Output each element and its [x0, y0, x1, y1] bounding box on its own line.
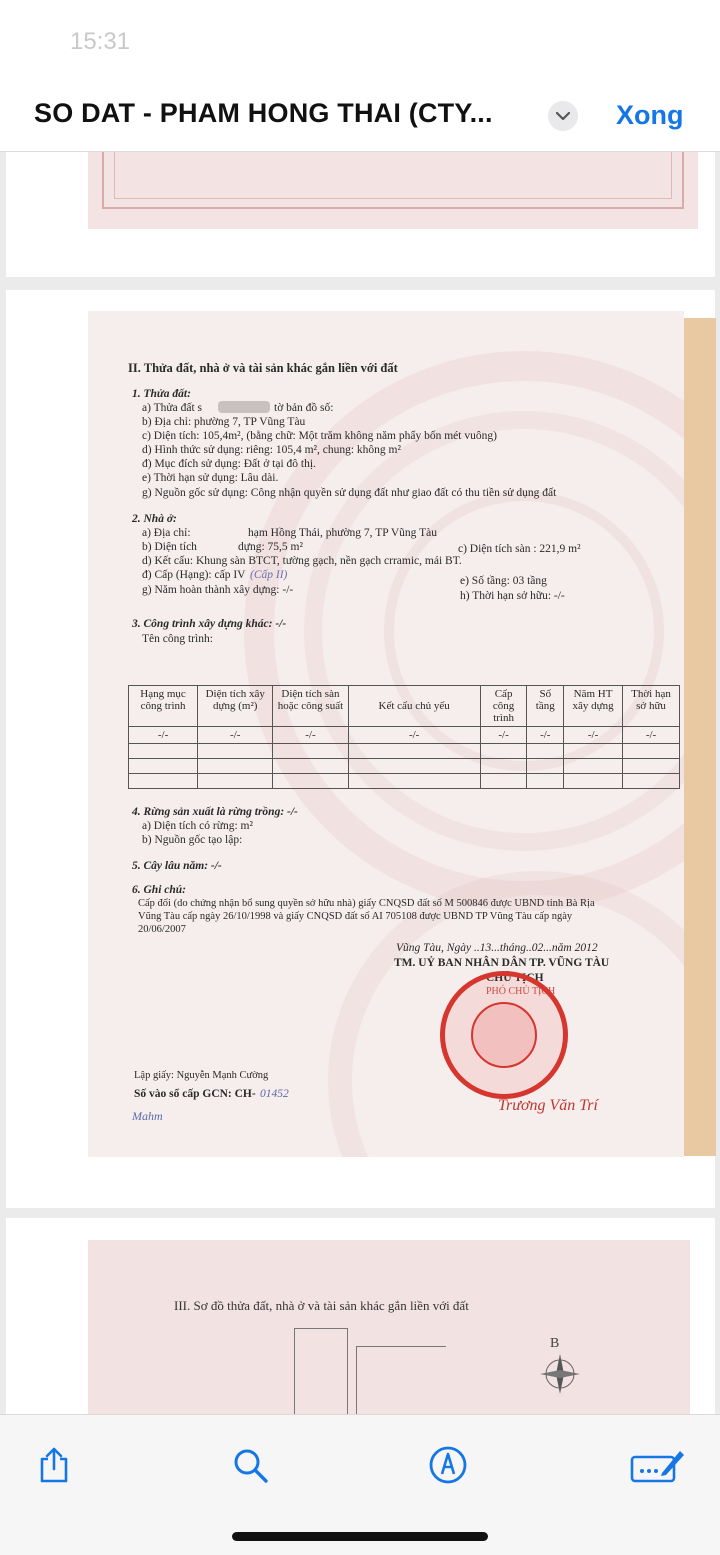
handwritten-note: (Cấp II)	[250, 569, 288, 581]
road-diagram	[356, 1346, 446, 1414]
share-icon	[34, 1445, 74, 1485]
table-cell: -/-	[564, 727, 623, 744]
book-number-label: Số vào sổ cấp GCN: CH-	[134, 1088, 256, 1100]
handwritten-initials: Mahm	[132, 1109, 163, 1123]
title-menu-button[interactable]	[548, 101, 578, 131]
house-e: e) Số tầng: 03 tầng	[460, 575, 547, 587]
page-3-title: III. Sơ đồ thửa đất, nhà ở và tài sản khác gắn liền với đất	[174, 1298, 469, 1313]
signature-role-stamp: PHÓ CHỦ TỊCH	[486, 986, 556, 997]
house-a: a) Địa chỉ:	[142, 527, 191, 539]
col-header: Hạng mục công trình	[129, 686, 198, 727]
search-icon	[230, 1445, 270, 1485]
table-cell: -/-	[273, 727, 348, 744]
page-1	[6, 152, 715, 277]
col-header: Diện tích xây dựng (m²)	[198, 686, 273, 727]
col-header: Cấp công trình	[480, 686, 527, 727]
page-edge	[680, 318, 716, 1156]
book-number: 01452	[260, 1088, 289, 1100]
land-dd: đ) Mục đích sử dụng: Đất ở tại đô thị.	[142, 458, 316, 470]
official-seal	[440, 971, 568, 1099]
page-3	[6, 1218, 715, 1414]
house-h: h) Thời hạn sở hữu: -/-	[460, 590, 565, 602]
house-c: c) Diện tích sàn : 221,9 m²	[458, 543, 581, 555]
markup-button[interactable]	[426, 1443, 470, 1487]
notes-heading: 6. Ghi chú:	[132, 884, 186, 896]
land-b: b) Địa chỉ: phường 7, TP Vũng Tàu	[142, 416, 306, 428]
forest-heading: 4. Rừng sản xuất là rừng trồng: -/-	[132, 806, 298, 818]
house-b2: dựng: 75,5 m²	[238, 541, 303, 553]
home-indicator[interactable]	[232, 1532, 488, 1541]
table-cell: -/-	[527, 727, 564, 744]
document-title[interactable]: SO DAT - PHAM HONG THAI (CTY...	[34, 98, 493, 128]
table-cell: -/-	[129, 727, 198, 744]
chevron-down-icon	[556, 112, 570, 121]
notes-line-2: Vũng Tàu cấp ngày 26/10/1998 và giấy CNQSD đất số AI 705108 được UBND TP Vũng Tàu cấp ngày	[138, 911, 573, 922]
table-cell: -/-	[198, 727, 273, 744]
share-button[interactable]	[32, 1443, 76, 1487]
prepared-by: Lập giấy: Nguyễn Mạnh Cường	[134, 1070, 269, 1081]
annotate-button[interactable]	[630, 1443, 686, 1487]
page-2	[6, 290, 715, 1208]
forest-b: b) Nguồn gốc tạo lập:	[142, 834, 243, 846]
col-header: Số tầng	[527, 686, 564, 727]
land-a: a) Thửa đất s	[142, 402, 202, 414]
land-c: c) Diện tích: 105,4m², (bằng chữ: Một trăm không năm phẩy bốn mét vuông)	[142, 430, 497, 442]
forest-a: a) Diện tích có rừng: m²	[142, 820, 253, 832]
page-1-scan	[88, 152, 698, 229]
other-works-table	[128, 685, 680, 789]
markup-pen-icon	[427, 1444, 469, 1486]
section-title: II. Thửa đất, nhà ở và tài sản khác gắn liền với đất	[128, 361, 398, 375]
certificate-text	[88, 311, 684, 1157]
col-header: Kết cấu chủ yếu	[348, 686, 480, 727]
col-header: Năm HT xây dựng	[564, 686, 623, 727]
signer-name: Trương Văn Trí	[498, 1097, 598, 1114]
table-cell: -/-	[623, 727, 680, 744]
navigation-header	[0, 0, 720, 152]
land-g: g) Nguồn gốc sử dụng: Công nhận quyền sử dụng đất như giao đất có thu tiền sử dụng đất	[142, 487, 557, 499]
redacted-block	[218, 401, 270, 413]
search-button[interactable]	[228, 1443, 272, 1487]
perennial-heading: 5. Cây lâu năm: -/-	[132, 860, 222, 872]
house-a2: hạm Hồng Thái, phường 7, TP Vũng Tàu	[248, 527, 437, 539]
other-name-label: Tên công trình:	[142, 633, 213, 645]
land-d: d) Hình thức sử dụng: riêng: 105,4 m², chung: không m²	[142, 444, 401, 456]
plot-diagram	[294, 1328, 348, 1414]
page-2-scan	[88, 311, 684, 1157]
other-heading: 3. Công trình xây dựng khác: -/-	[132, 618, 287, 630]
notes-line-3: 20/06/2007	[138, 924, 186, 935]
compass-label: B	[550, 1336, 560, 1351]
notes-line-1: Cấp đổi (do chứng nhận bổ sung quyền sở hữu nhà) giấy CNQSD đất số M 500846 được UBND tỉnh Bà Rịa	[138, 898, 595, 909]
land-e: e) Thời hạn sử dụng: Lâu dài.	[142, 472, 279, 484]
annotate-icon	[630, 1445, 686, 1485]
house-b: b) Diện tích	[142, 541, 197, 553]
signature-date: Vũng Tàu, Ngày ..13...tháng..02...năm 2012	[396, 942, 598, 954]
table-cell: -/-	[348, 727, 480, 744]
house-heading: 2. Nhà ở:	[132, 513, 177, 525]
land-heading: 1. Thửa đất:	[132, 388, 191, 400]
page-3-scan	[88, 1240, 690, 1414]
table-cell: -/-	[480, 727, 527, 744]
house-g: g) Năm hoàn thành xây dựng: -/-	[142, 584, 294, 596]
land-a2: tờ bản đồ số:	[274, 402, 334, 414]
done-button[interactable]: Xong	[616, 100, 684, 130]
house-d: d) Kết cấu: Khung sàn BTCT, tường gạch, nền gạch crramic, mái BT.	[142, 555, 462, 567]
house-dd: đ) Cấp (Hạng): cấp IV	[142, 569, 246, 581]
signature-org: TM. UỶ BAN NHÂN DÂN TP. VŨNG TÀU	[394, 957, 610, 969]
signature-role: CHỦ TỊCH	[486, 972, 544, 984]
document-viewport[interactable]	[0, 152, 720, 1414]
col-header: Thời hạn sở hữu	[623, 686, 680, 727]
status-time: 15:31	[70, 28, 131, 55]
bottom-toolbar	[0, 1414, 720, 1555]
compass-icon	[538, 1352, 582, 1396]
col-header: Diện tích sàn hoặc công suất	[273, 686, 348, 727]
